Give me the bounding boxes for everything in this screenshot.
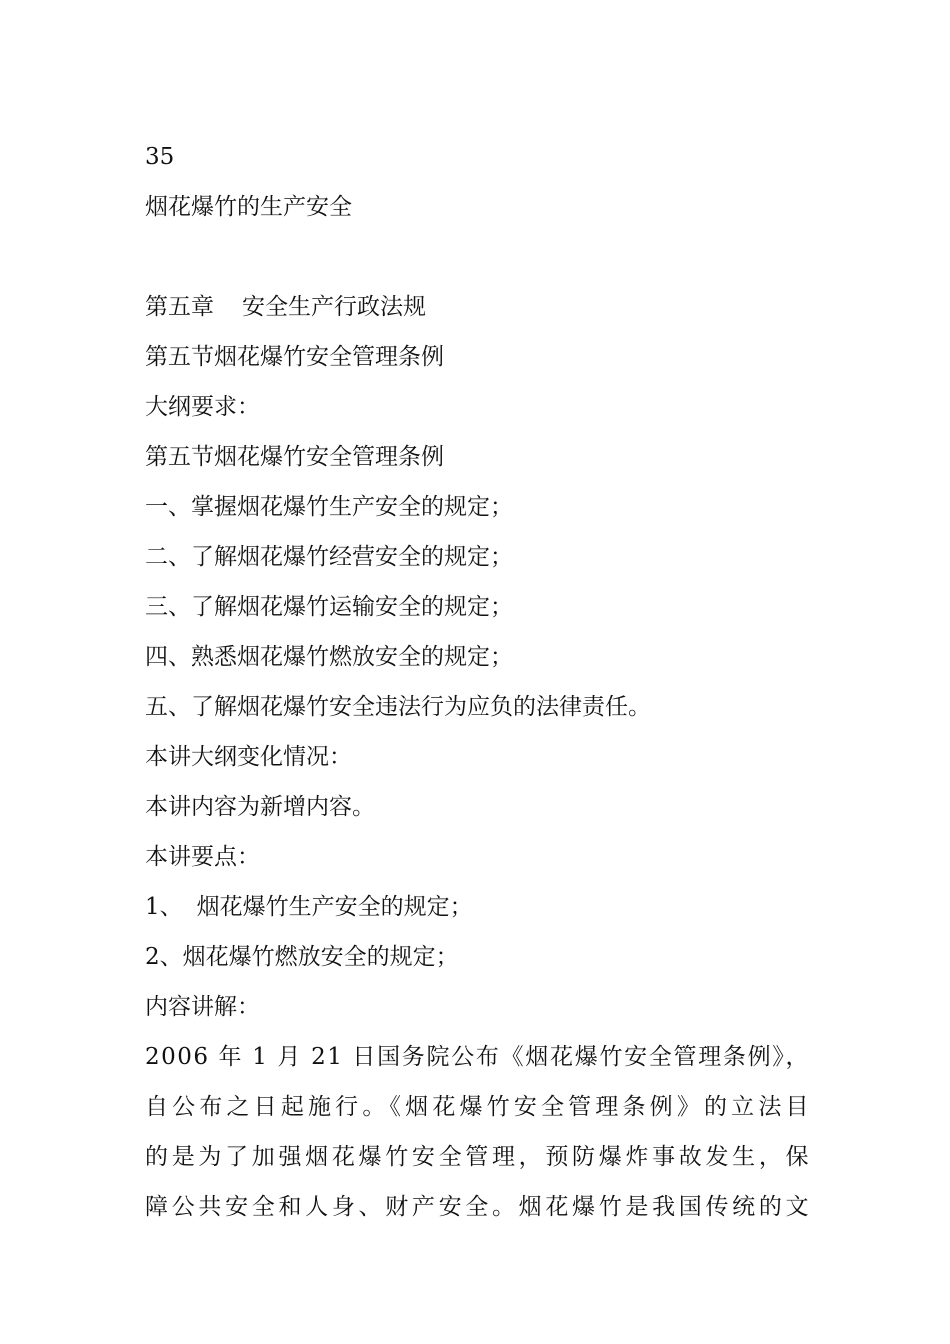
chapter-heading bbox=[145, 282, 810, 332]
content-line: 障公共安全和人身、财产安全。烟花爆竹是我国传统的文 bbox=[145, 1194, 810, 1220]
changes-heading: 本讲大纲变化情况： bbox=[145, 744, 352, 770]
document-page bbox=[145, 132, 810, 1232]
content-line: 的是为了加强烟花爆竹安全管理，预防爆炸事故发生，保 bbox=[145, 1144, 810, 1170]
syllabus-item: 一、掌握烟花爆竹生产安全的规定； bbox=[145, 494, 513, 520]
syllabus-item: 四、熟悉烟花爆竹燃放安全的规定； bbox=[145, 644, 513, 670]
syllabus-item: 二、了解烟花爆竹经营安全的规定； bbox=[145, 544, 513, 570]
syllabus-item: 三、了解烟花爆竹运输安全的规定； bbox=[145, 594, 513, 620]
key-points-heading: 本讲要点： bbox=[145, 844, 260, 870]
syllabus-heading: 大纲要求： bbox=[145, 394, 260, 420]
key-point-item bbox=[145, 882, 810, 932]
changes-text: 本讲内容为新增内容。 bbox=[145, 794, 375, 820]
content-line: 2006 年 1 月 21 日国务院公布《烟花爆竹安全管理条例》， bbox=[145, 1044, 810, 1070]
chapter-title: 安全生产行政法规 bbox=[242, 294, 426, 320]
syllabus-section: 第五节烟花爆竹安全管理条例 bbox=[145, 444, 444, 470]
content-paragraph bbox=[145, 1032, 810, 1232]
header-title: 烟花爆竹的生产安全 bbox=[145, 194, 352, 220]
section-title: 第五节烟花爆竹安全管理条例 bbox=[145, 344, 444, 370]
syllabus-item: 五、了解烟花爆竹安全违法行为应负的法律责任。 bbox=[145, 694, 651, 720]
chapter-number: 第五章 bbox=[145, 294, 214, 320]
key-point-text: 烟花爆竹燃放安全的规定； bbox=[182, 944, 459, 970]
content-line: 自公布之日起施行。《烟花爆竹安全管理条例》的立法目 bbox=[145, 1094, 810, 1120]
key-point-text: 烟花爆竹生产安全的规定； bbox=[196, 894, 473, 920]
blank-line bbox=[145, 232, 810, 282]
key-point-number: 2、 bbox=[145, 944, 183, 970]
key-point-number: 1、 bbox=[145, 894, 183, 920]
key-point-item bbox=[145, 932, 810, 982]
page-number: 35 bbox=[145, 144, 175, 170]
content-heading: 内容讲解： bbox=[145, 994, 260, 1020]
